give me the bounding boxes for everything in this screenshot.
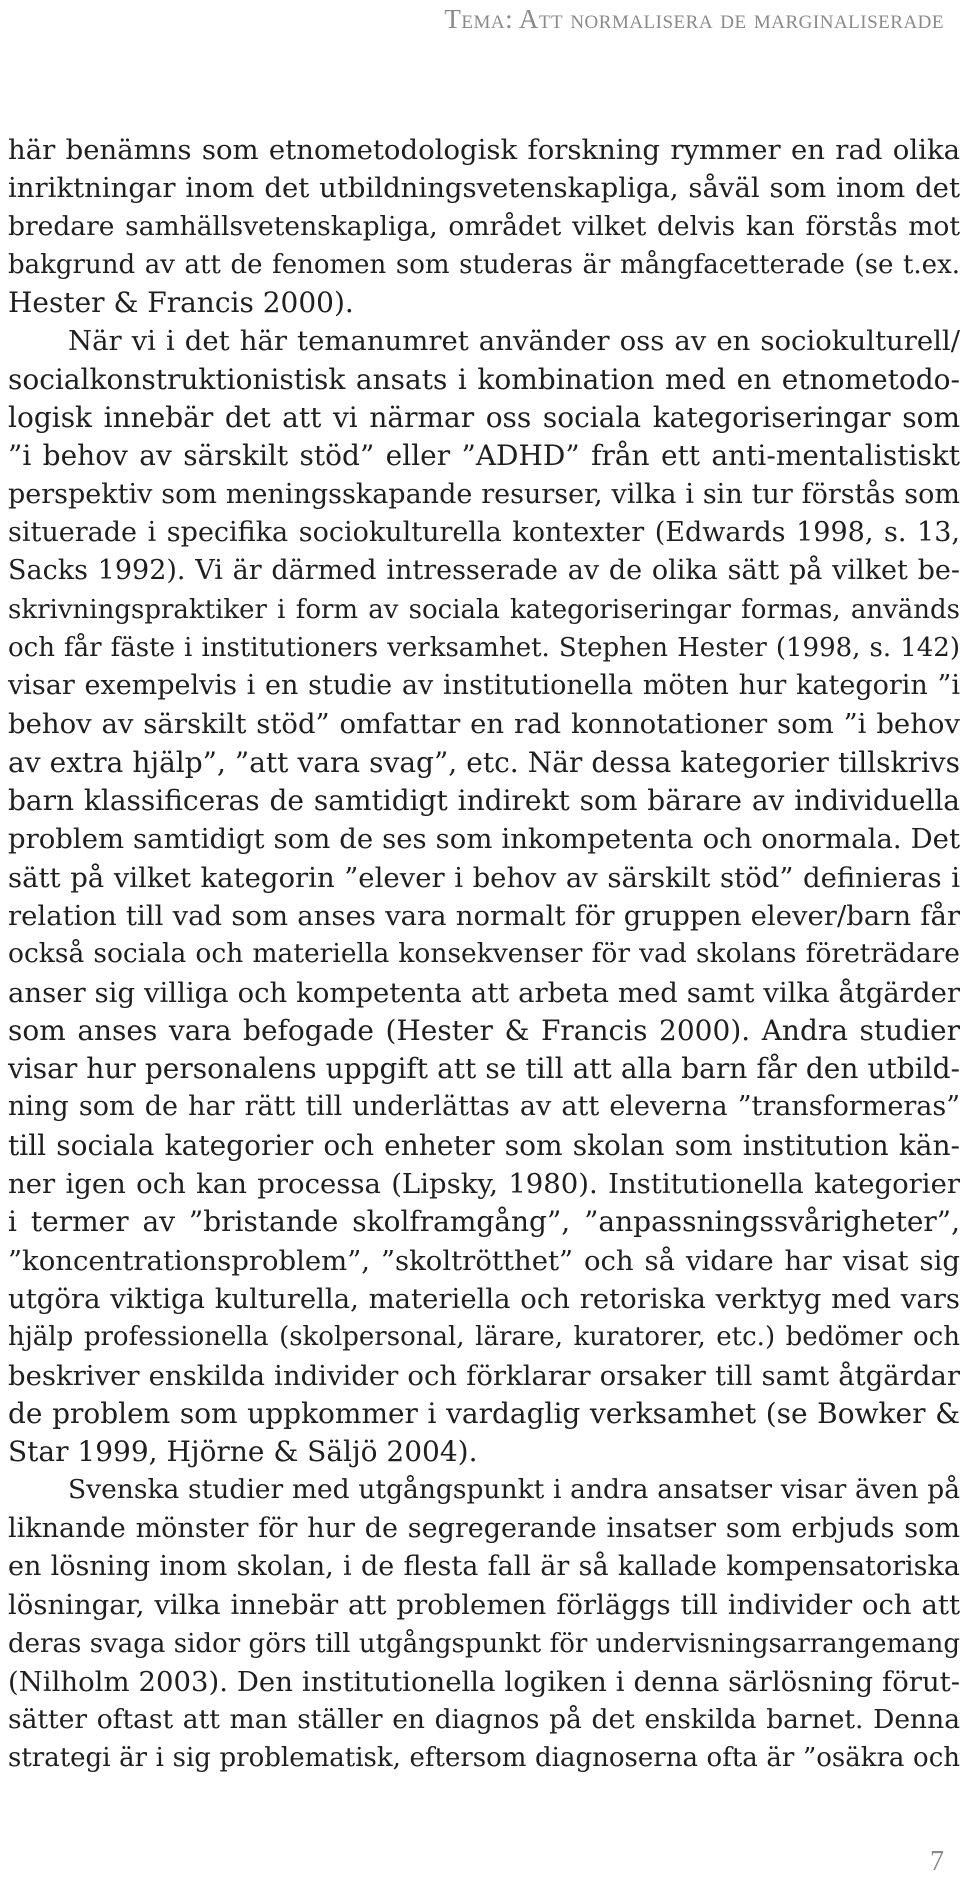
text-line: När vi i det här temanumret använder oss av en sociokulturell/ [68, 325, 960, 358]
text-line: relation till vad som anses vara normalt för gruppen elever/barn får [8, 899, 960, 932]
text-line: i termer av ”bristande skolframgång”, ”anpassningssvårigheter”, [8, 1205, 960, 1239]
text-line: ner igen och kan processa (Lipsky, 1980). Institutionella kategorier [8, 1168, 960, 1201]
text-line: inriktningar inom det utbildningsvetenskapliga, såväl som inom det [8, 172, 960, 205]
text-line: liknande mönster för hur de segregerande insatser som erbjuds som [8, 1512, 960, 1544]
text-line: visar exempelvis i en studie av institutionella möten hur kategorin ”i [8, 670, 960, 702]
text-line: hjälp professionella (skolpersonal, lärare, kuratorer, etc.) bedömer och [8, 1322, 960, 1353]
text-line: Star 1999, Hjörne & Säljö 2004). [8, 1435, 478, 1469]
text-line: barn klassificeras de samtidigt indirekt som bärare av individuella [8, 784, 960, 818]
text-line: ning som de har rätt till underlättas av att eleverna ”transformeras” [8, 1091, 960, 1123]
text-line: visar hur personalens uppgift att se till att alla barn får den utbild- [8, 1052, 960, 1086]
text-line: sätt på vilket kategorin ”elever i behov av särskilt stöd” definieras i [8, 861, 960, 894]
text-line: som anses vara befogade (Hester & Francis 2000). Andra studier [8, 1013, 960, 1047]
text-line: beskriver enskilda individer och förklarar orsaker till samt åtgärdar [8, 1359, 960, 1392]
text-line: lösningar, vilka innebär att problemen förläggs till individer och att [8, 1589, 960, 1622]
text-line: strategi är i sig problematisk, eftersom diagnoserna ofta är ”osäkra och [8, 1743, 960, 1774]
text-line: en lösning inom skolan, i de flesta fall är så kallade kompensatoriska [8, 1550, 960, 1582]
text-line: Svenska studier med utgångspunkt i andra ansatser visar även på [68, 1474, 960, 1506]
text-line: och får fäste i institutioners verksamhet. Stephen Hester (1998, s. 142) [8, 632, 960, 663]
paragraph [8, 1471, 960, 1777]
text-line: logisk innebär det att vi närmar oss sociala kategoriseringar som [8, 401, 960, 435]
paragraph [8, 322, 960, 1471]
text-line: situerade i specifika sociokulturella kontexter (Edwards 1998, s. 13, [8, 516, 960, 548]
text-line: ”i behov av särskilt stöd” eller ”ADHD” från ett anti-mentalistiskt [8, 439, 960, 473]
page-number: 7 [930, 1846, 944, 1877]
text-line: här benämns som etnometodologisk forskning rymmer en rad olika [8, 134, 960, 166]
text-line: perspektiv som meningsskapande resurser, vilka i sin tur förstås som [8, 478, 960, 510]
text-line: bakgrund av att de fenomen som studeras är mångfacetterade (se t.ex. [8, 249, 960, 280]
text-line: Hester & Francis 2000). [8, 286, 354, 320]
text-line: ”koncentrationsproblem”, ”skoltrötthet” och så vidare har visat sig [8, 1244, 960, 1277]
text-line: också sociala och materiella konsekvenser för vad skolans företrädare [8, 938, 960, 970]
page-body [8, 131, 960, 1778]
text-line: (Nilholm 2003). Den institutionella logiken i denna särlösning förut- [8, 1665, 960, 1698]
text-line: utgöra viktiga kulturella, materiella och retoriska verktyg med vars [8, 1282, 960, 1315]
text-line: till sociala kategorier och enheter som skolan som institution kän- [8, 1128, 960, 1162]
text-line: sätter oftast att man ställer en diagnos på det enskilda barnet. Denna [8, 1704, 960, 1736]
text-line: problem samtidigt som de ses som inkompetenta och onormala. Det [8, 823, 960, 856]
text-line: bredare samhällsvetenskapliga, området vilket delvis kan förstås mot [8, 210, 960, 242]
text-line: de problem som uppkommer i vardaglig verksamhet (se Bowker & [8, 1396, 960, 1430]
text-line: behov av särskilt stöd” omfattar en rad konnotationer som ”i behov [8, 708, 960, 741]
text-line: anser sig villiga och kompetenta att arbeta med samt vilka åtgärder [8, 976, 960, 1009]
running-header: Tema: Att normalisera de marginaliserade [444, 4, 944, 34]
text-line: skrivningspraktiker i form av sociala kategoriseringar formas, används [8, 594, 960, 625]
text-line: Sacks 1992). Vi är därmed intresserade av de olika sätt på vilket be- [8, 555, 960, 587]
paragraph [8, 131, 960, 322]
text-line: av extra hjälp”, ”att vara svag”, etc. När dessa kategorier tillskrivs [8, 745, 960, 779]
text-line: deras svaga sidor görs till utgångspunkt för undervisningsarrangemang [8, 1628, 960, 1659]
text-line: socialkonstruktionistisk ansats i kombination med en etnometodo- [8, 362, 960, 396]
